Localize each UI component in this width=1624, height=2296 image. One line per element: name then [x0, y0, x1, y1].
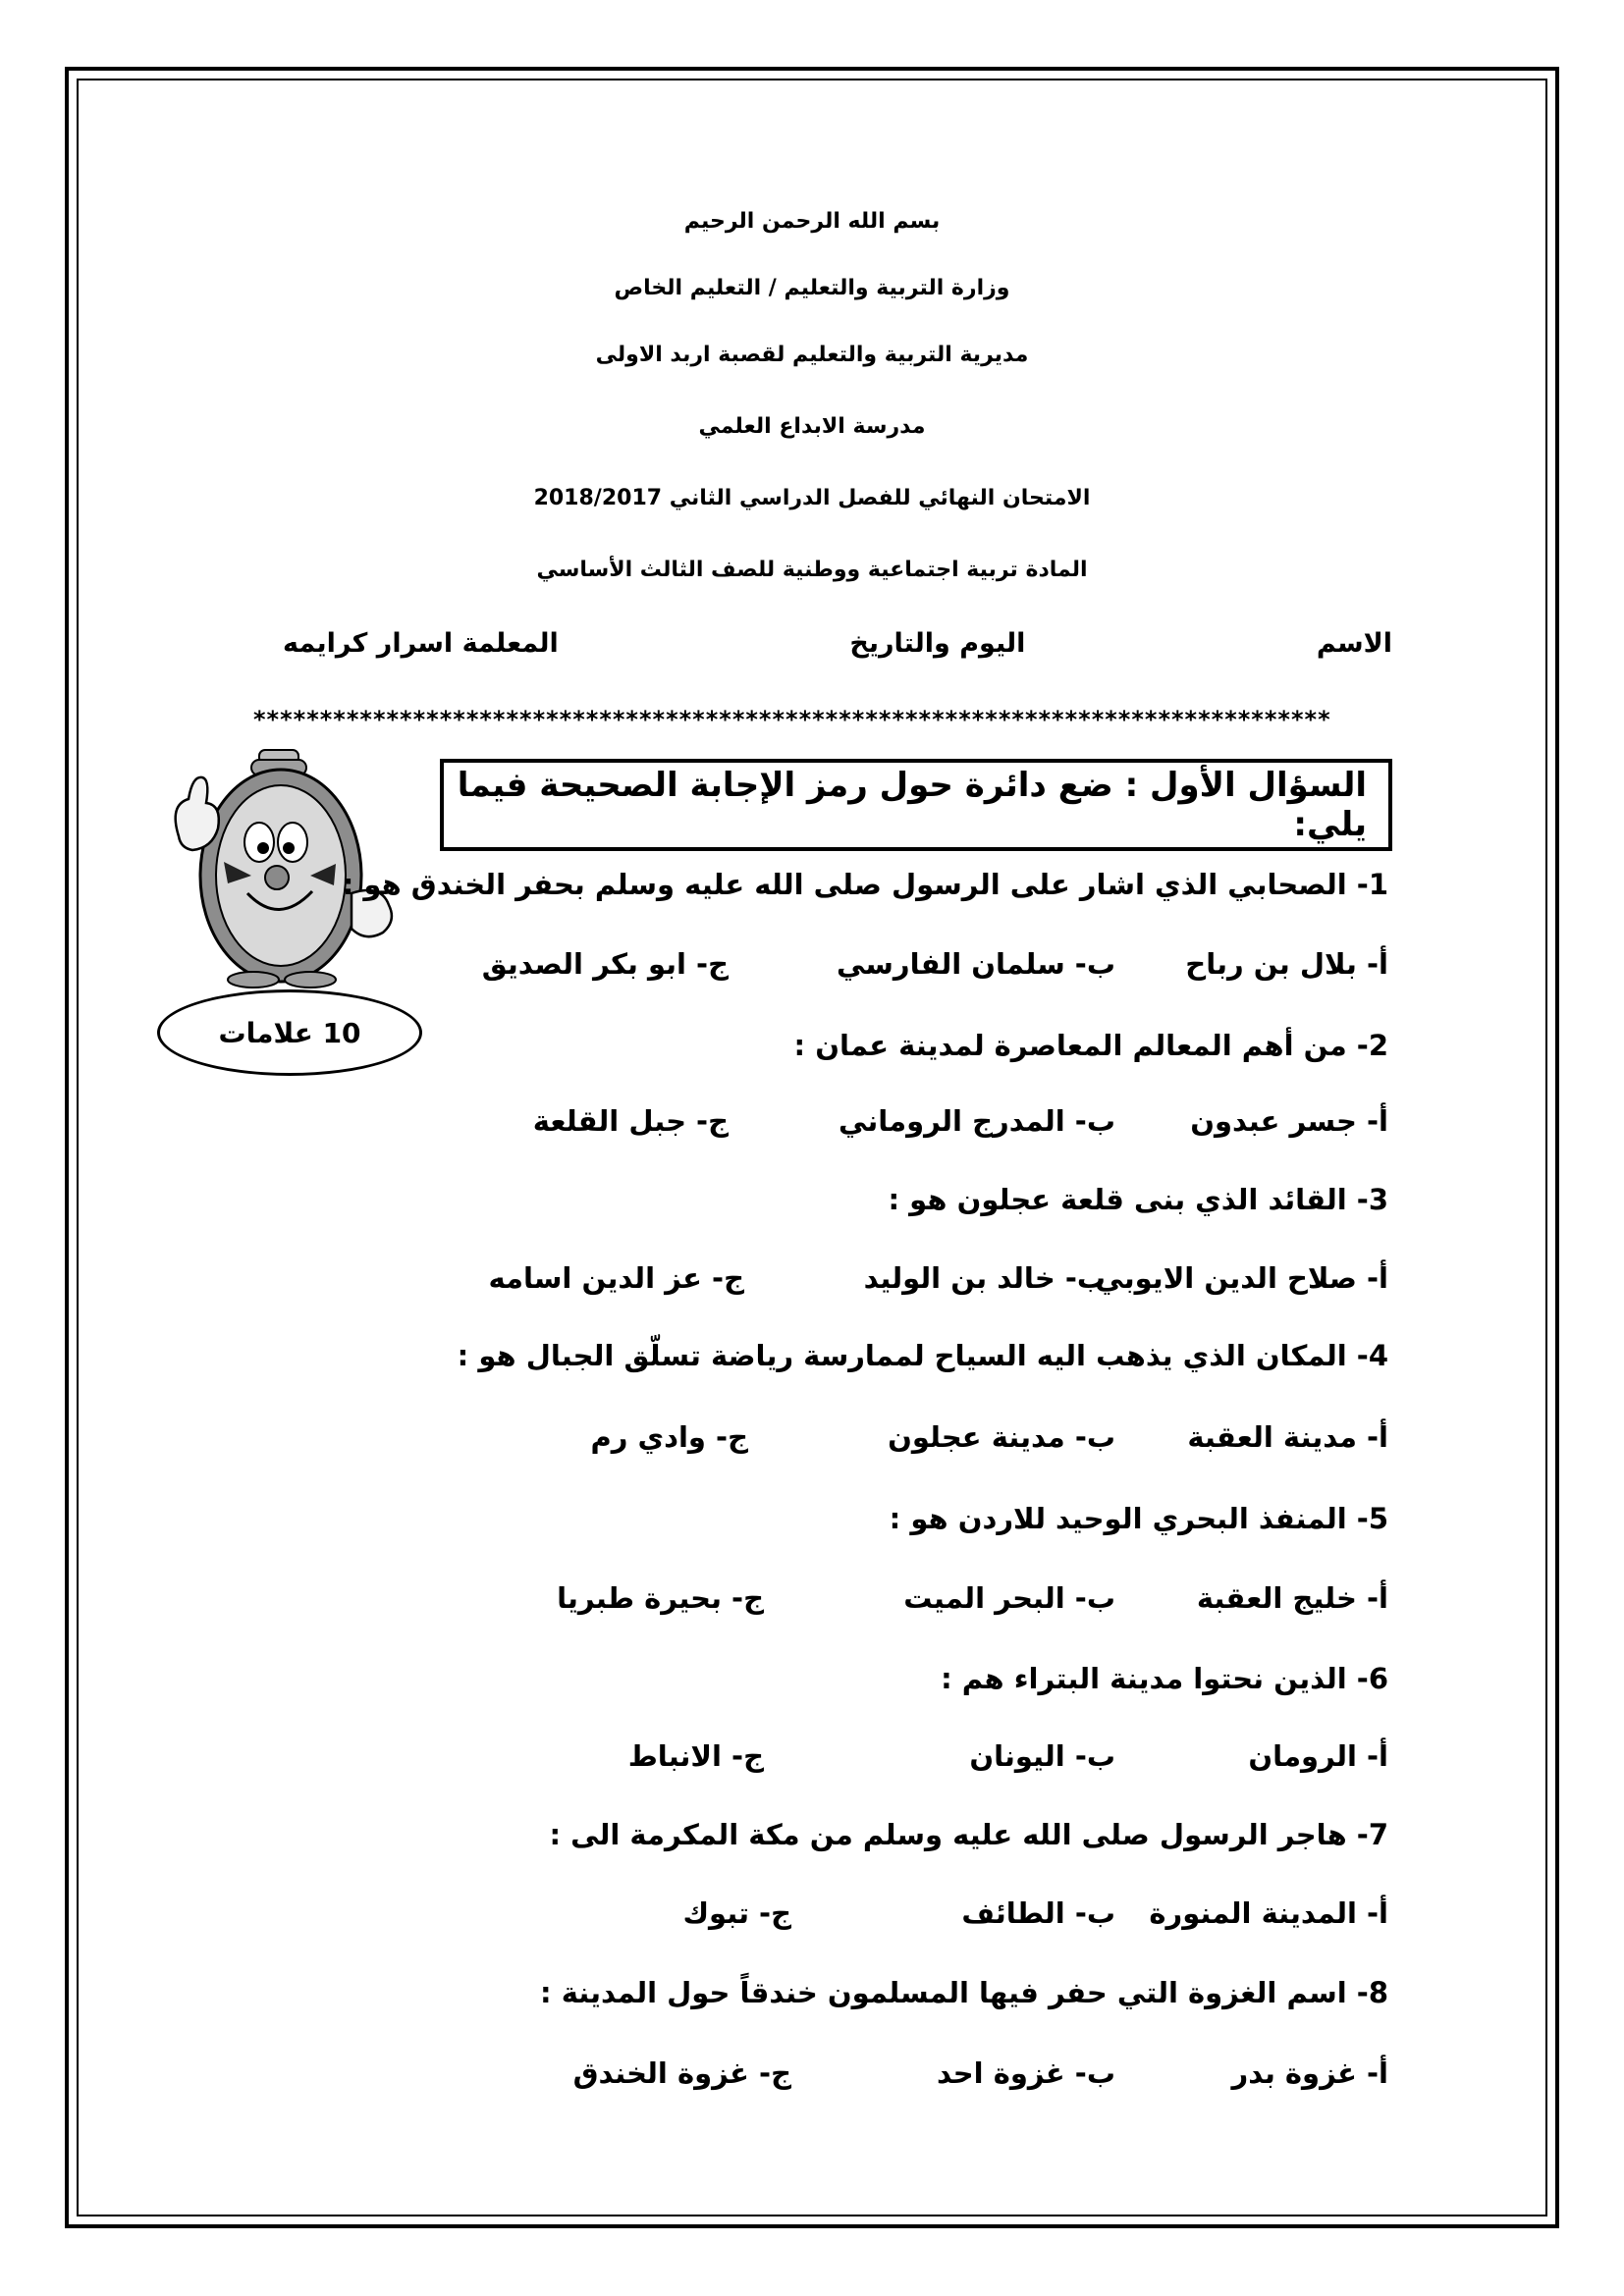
question-stem: 2- من أهم المعالم المعاصرة لمدينة عمان : [793, 1029, 1388, 1062]
option-b: ب- البحر الميت [903, 1581, 1115, 1615]
student-info-row [283, 628, 1392, 667]
option-b: ب- غزوة احد [937, 2056, 1115, 2090]
option-a: أ- بلال بن رباح [1185, 947, 1388, 981]
option-c: ج- ابو بكر الصديق [481, 947, 729, 981]
star-divider: ********************************************************************************* [253, 706, 1331, 733]
directorate-line: مديرية التربية والتعليم لقصبة اربد الاولى [595, 343, 1029, 367]
option-a: أ- صلاح الدين الايوبي [1095, 1261, 1388, 1295]
option-c: ج- بحيرة طبريا [557, 1581, 764, 1615]
date-label: اليوم والتاريخ [849, 628, 1026, 659]
option-c: ج- الانباط [627, 1739, 764, 1773]
question-stem: 5- المنفذ البحري الوحيد للاردن هو : [889, 1502, 1388, 1535]
option-b: ب- اليونان [969, 1739, 1115, 1773]
exam-title: الامتحان النهائي للفصل الدراسي الثاني 2018/2017 [533, 486, 1091, 510]
subject-line: المادة تربية اجتماعية ووطنية للصف الثالث الأساسي [536, 558, 1088, 582]
option-a: أ- جسر عبدون [1190, 1104, 1388, 1138]
question-stem: 1- الصحابي الذي اشار على الرسول صلى الله عليه وسلم بحفر الخندق هو : [342, 868, 1388, 901]
option-b: ب- مدينة عجلون [888, 1420, 1115, 1454]
name-label: الاسم [1316, 628, 1392, 659]
option-b: ب- المدرج الروماني [839, 1104, 1115, 1138]
option-b: ب- سلمان الفارسي [837, 947, 1115, 981]
option-c: ج- غزوة الخندق [572, 2056, 791, 2090]
option-c: ج- تبوك [682, 1896, 791, 1930]
option-b: ب- الطائف [961, 1896, 1115, 1930]
marks-label: 10 علامات [218, 1016, 361, 1049]
ministry-line: وزارة التربية والتعليم / التعليم الخاص [614, 276, 1010, 300]
option-a: أ- خليج العقبة [1196, 1581, 1388, 1615]
option-a: أ- الرومان [1248, 1739, 1388, 1773]
teacher-label: المعلمة اسرار كرايمه [283, 628, 559, 659]
option-a: أ- غزوة بدر [1231, 2056, 1388, 2090]
question-one-title-box [440, 759, 1392, 851]
option-c: ج- جبل القلعة [532, 1104, 729, 1138]
option-a: أ- مدينة العقبة [1187, 1420, 1388, 1454]
option-a: أ- المدينة المنورة [1149, 1896, 1388, 1930]
option-b: ب- خالد بن الوليد [863, 1261, 1106, 1295]
question-stem: 4- المكان الذي يذهب اليه السياح لممارسة رياضة تسلّق الجبال هو : [457, 1339, 1388, 1372]
marks-badge [157, 989, 422, 1076]
question-stem: 8- اسم الغزوة التي حفر فيها المسلمون خندقاً حول المدينة : [540, 1976, 1388, 2009]
school-name: مدرسة الابداع العلمي [698, 414, 926, 439]
option-c: ج- وادي رم [590, 1420, 748, 1454]
question-stem: 7- هاجر الرسول صلى الله عليه وسلم من مكة المكرمة الى : [549, 1818, 1388, 1851]
question-stem: 6- الذين نحتوا مدينة البتراء هم : [941, 1662, 1388, 1695]
question-stem: 3- القائد الذي بنى قلعة عجلون هو : [888, 1183, 1388, 1216]
option-c: ج- عز الدين اسامه [488, 1261, 744, 1295]
basmala: بسم الله الرحمن الرحيم [683, 209, 941, 234]
question-one-title: السؤال الأول : ضع دائرة حول رمز الإجابة الصحيحة فيما يلي: [457, 766, 1367, 844]
